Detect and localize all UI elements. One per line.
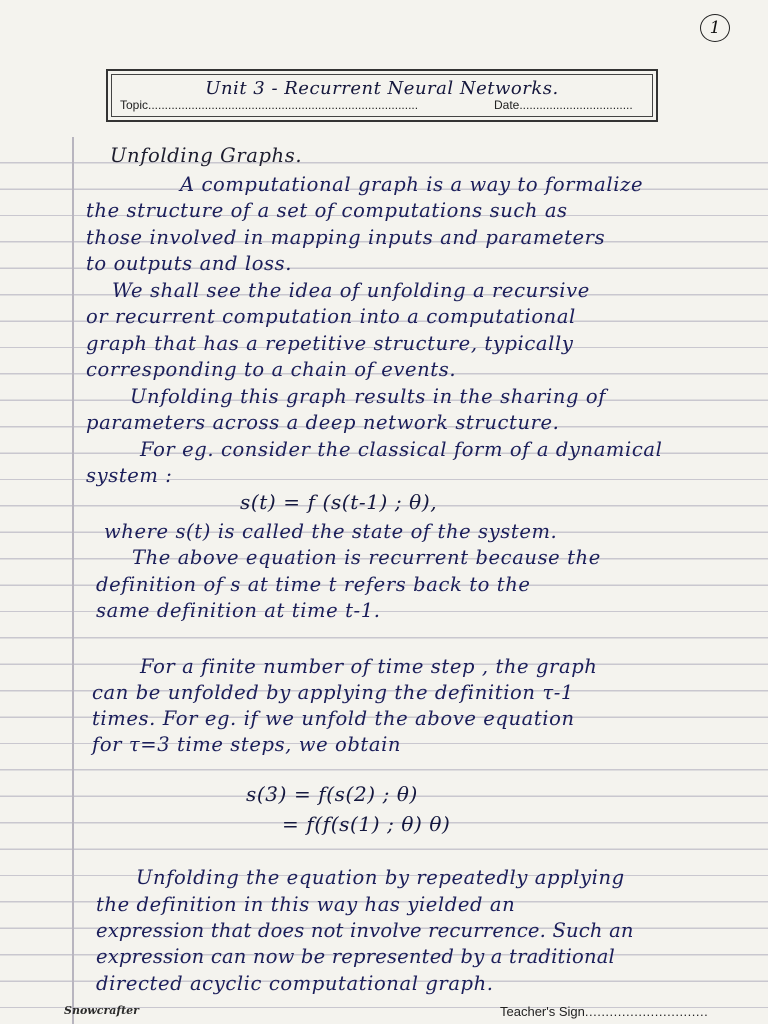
note-line: system : <box>86 464 173 487</box>
note-line: Unfolding the equation by repeatedly applying <box>136 866 625 889</box>
note-line: for τ=3 time steps, we obtain <box>92 733 402 756</box>
note-line: or recurrent computation into a computational <box>86 305 576 328</box>
note-line: the definition in this way has yielded an <box>96 893 516 916</box>
topic-date-row <box>120 98 644 112</box>
note-line: A computational graph is a way to formalize <box>180 173 644 196</box>
header-box <box>106 69 658 122</box>
page-number: 1 <box>700 14 730 42</box>
margin-line <box>72 137 74 1024</box>
note-line: We shall see the idea of unfolding a recursive <box>112 279 590 302</box>
date-label: Date.................................. <box>494 98 633 112</box>
note-line: directed acyclic computational graph. <box>96 972 494 995</box>
note-line: same definition at time t-1. <box>96 599 381 622</box>
note-line: corresponding to a chain of events. <box>86 358 457 381</box>
equation-line: s(3) = f(s(2) ; θ) <box>246 782 418 806</box>
teacher-sign-label: Teacher's Sign <box>500 1004 585 1019</box>
note-line: Unfolding this graph results in the sharing of <box>130 385 607 408</box>
note-line: The above equation is recurrent because the <box>132 546 601 569</box>
equation-line: = f(f(s(1) ; θ) θ) <box>282 812 451 836</box>
note-line: expression can now be represented by a traditional <box>96 945 615 968</box>
unit-title: Unit 3 - Recurrent Neural Networks. <box>205 78 559 99</box>
notebook-brand: Snowcrafter <box>64 1004 139 1017</box>
note-line: expression that does not involve recurrence. Such an <box>96 919 634 942</box>
topic-label: Topic................................................................................. <box>120 98 419 112</box>
note-line: the structure of a set of computations such as <box>86 199 568 222</box>
note-line: graph that has a repetitive structure, typically <box>86 332 574 355</box>
equation-line: s(t) = f (s(t-1) ; θ), <box>240 490 438 514</box>
teacher-sign-field <box>500 1004 708 1019</box>
note-line: to outputs and loss. <box>86 252 293 275</box>
note-line: For a finite number of time step , the graph <box>140 655 598 678</box>
note-line: those involved in mapping inputs and parameters <box>86 226 606 249</box>
note-line: For eg. consider the classical form of a dynamical <box>140 438 663 461</box>
note-line: where s(t) is called the state of the system. <box>104 520 558 543</box>
note-line: parameters across a deep network structure. <box>86 411 560 434</box>
note-line: can be unfolded by applying the definition τ-1 <box>92 681 574 704</box>
note-line: definition of s at time t refers back to the <box>96 573 531 596</box>
section-heading: Unfolding Graphs. <box>110 144 303 167</box>
signature-dots <box>585 1004 708 1019</box>
note-line: times. For eg. if we unfold the above equation <box>92 707 575 730</box>
